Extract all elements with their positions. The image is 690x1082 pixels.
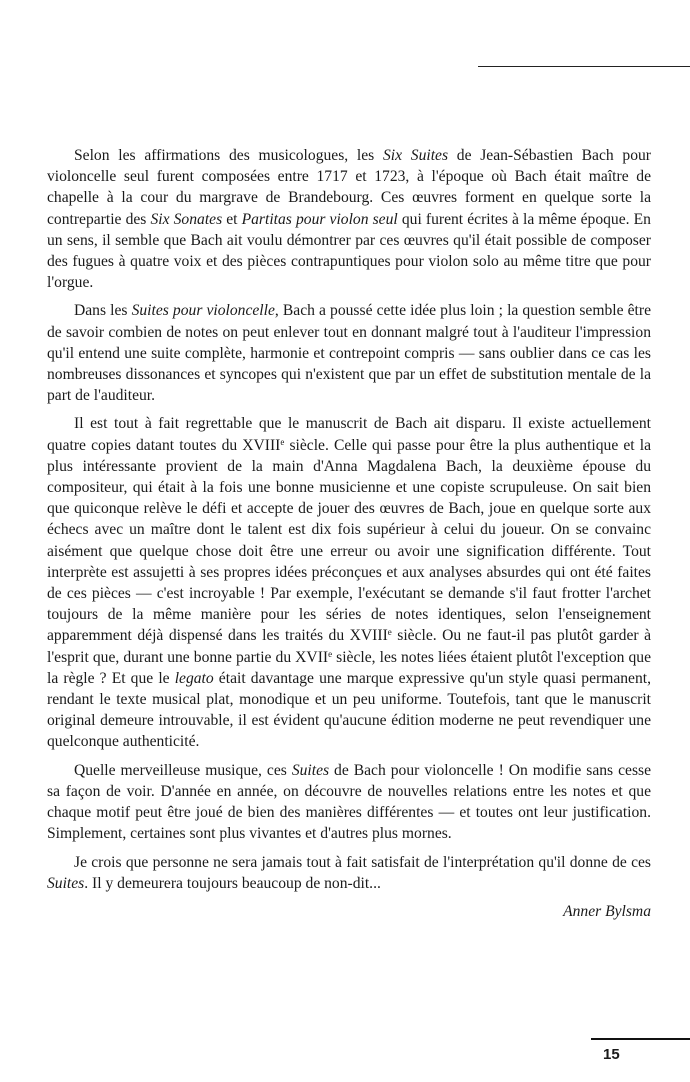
italic-text: Suites — [47, 874, 85, 892]
text-run: de Bach pour violoncelle ! On modifie sans cesse sa façon de voir. D'année en année, on découvre de nouvelles relations entre les notes et que chaque motif peut être joué de bien des manières différentes — et toutes ont leur justification. Simplement, certaines sont plus vivantes et d'autres plus mornes. — [47, 761, 652, 843]
text-run: siècle. Ou ne faut-il pas plutôt garder à l'esprit que, durant une bonne partie du XVII — [47, 627, 651, 666]
text-run: qui furent écrites à la même époque. En un sens, il semble que Bach ait voulu démontrer par ces œuvres qu'il était possible de composer des fugues à quatre voix et des pièces contrapuntiques pour violon solo au même titre que pour l'orgue. — [47, 210, 651, 292]
italic-text: Suites — [291, 761, 330, 779]
text-run: siècle. Celle qui passe pour être la plus authentique et la plus intéressante provient de la main d'Anna Magdalena Bach, la deuxième épouse du compositeur, qui était à la fois une bonne musicienne et une copiste scrupuleuse. On sait bien que quiconque relève le défi et accepte de jouer des œuvres de Bach, joue en quelque sorte aux échecs avec un maître dont le talent est dix fois supérieur à celui du joueur. On se convainc aisément que quelque chose doit être une erreur ou avoir une signification différente. Tout interprète est assujetti à ses propres idées préconçues et aux analyses absurdes qui ont été faites de ces pièces — c'est incroyable ! Par exemple, l'exécutant se demande s'il faut frotter l'archet toujours de la même manière pour les séries de notes identiques, selon l'enseignement apparemment déjà dispensé dans les traités du XVIII — [47, 436, 651, 645]
paragraph — [47, 852, 651, 894]
page-number: 15 — [603, 1046, 620, 1063]
paragraph — [47, 760, 651, 845]
body-text — [47, 145, 651, 922]
paragraph — [47, 145, 651, 293]
text-run: siècle, les notes liées étaient plutôt l'exception que la règle ? Et que le — [47, 648, 652, 687]
superscript: e — [387, 627, 392, 638]
italic-text: Partitas pour violon seul — [241, 210, 398, 228]
italic-text: legato — [174, 669, 214, 687]
text-run: était davantage une marque expressive qu'un style quasi permanent, rendant le texte musical plat, monodique et un peu uniforme. Toutefois, tant que le manuscrit original demeure introuvable, il est évident qu'aucune édition moderne ne peut revendiquer une quelconque authenticité. — [47, 669, 651, 751]
signature: Anner Bylsma — [563, 902, 651, 920]
superscript: e — [280, 436, 285, 447]
text-run: , Bach a poussé cette idée plus loin ; la question semble être de savoir combien de notes on peut enlever tout en donnant malgré tout à l'auditeur l'impression qu'il entend une suite complète, harmonie et contrepoint compris — sans oublier dans ce cas les nombreuses dissonances et syncopes qui n'existent que par un effet de substitution mentale de la part de l'auditeur. — [47, 302, 651, 405]
text-run: Dans les — [74, 302, 132, 320]
text-run: Quelle merveilleuse musique, ces — [74, 761, 292, 779]
text-run: . Il y demeurera toujours beaucoup de non-dit... — [84, 874, 381, 892]
italic-text: Six Sonates — [150, 210, 223, 228]
text-run: Je crois que personne ne sera jamais tout à fait satisfait de l'interprétation qu'il donne de ces — [74, 853, 651, 871]
text-run: Selon les affirmations des musicologues, les — [74, 147, 383, 164]
italic-text: Suites pour violoncelle — [131, 302, 275, 320]
text-run: Il est tout à fait regrettable que le manuscrit de Bach ait disparu. Il existe actuellement quatre copies datant toutes du XVIII — [47, 415, 651, 454]
superscript: e — [328, 648, 333, 659]
top-rule — [478, 66, 690, 67]
text-run: et — [222, 210, 242, 228]
italic-text: Six Suites — [382, 147, 449, 164]
paragraph — [47, 300, 651, 406]
paragraph — [47, 413, 651, 752]
bottom-rule — [591, 1038, 690, 1040]
text-run: de Jean-Sébastien Bach pour violoncelle seul furent composées entre 1717 et 1723, à l'époque où Bach était maître de chapelle à la cour du margrave de Brandebourg. Ces œuvres forment en quelque sorte la contrepartie des — [47, 147, 651, 228]
